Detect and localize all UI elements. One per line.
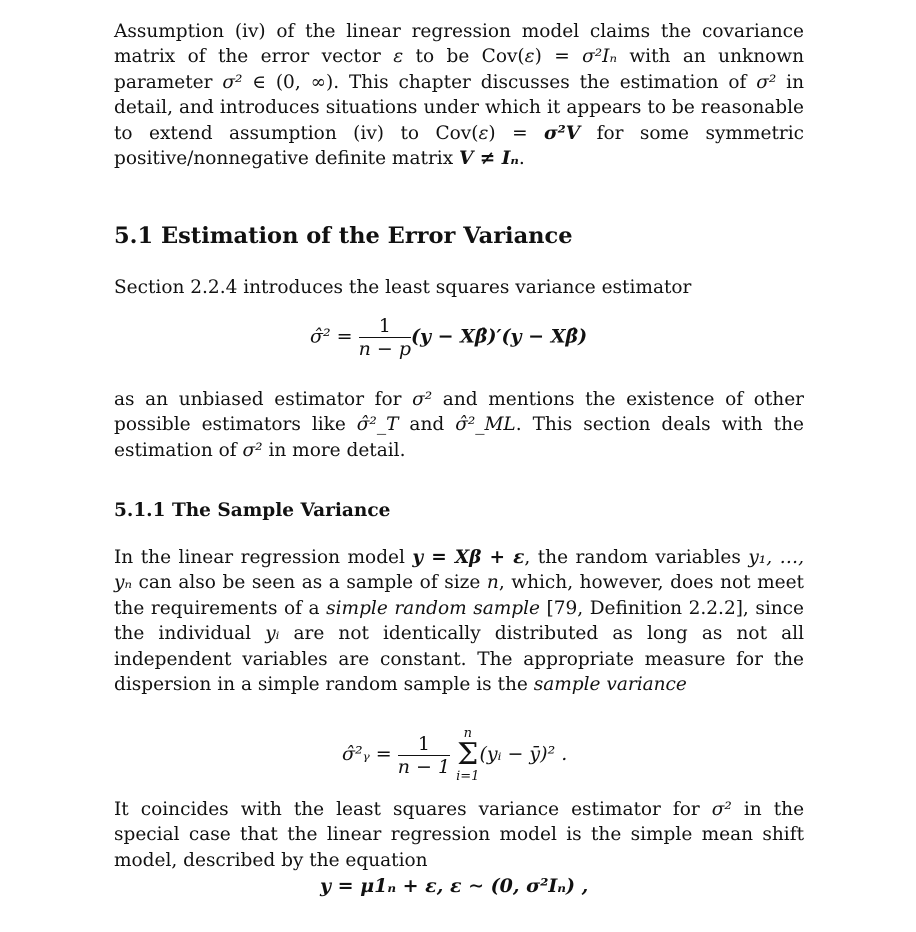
eq2-summation: n Σ i=1 [456,726,480,784]
equation-sample-variance [342,727,642,799]
subsection-paragraph-1: In the linear regression model y = Xβ + ε, the random variables y₁, …, yₙ can also be seen as a sample of size n, which, however, does not meet the requirements of a simple random sample [79, Definition 2.2.2], since the individual yᵢ are not identically distributed as long as not all independent variables are constant. The appropriate measure for the dispersion in a simple random sample is the sample variance [114,547,804,696]
eq1-rhs: (y − Xβ̂)′(y − Xβ̂) [411,325,588,348]
section-paragraph-2: as an unbiased estimator for σ² and mentions the existence of other possible estimators like σ̂²_T and σ̂²_ML. This section deals with the estimation of σ² in more detail. [114,389,804,461]
subsection-heading: 5.1.1 The Sample Variance [114,500,391,521]
section-heading: 5.1 Estimation of the Error Variance [114,223,573,249]
section-paragraph-1: Section 2.2.4 introduces the least squares variance estimator [114,277,692,298]
eq1-lhs: σ̂² = [310,325,353,348]
eq2-rhs: (yᵢ − ȳ)² . [479,743,568,765]
eq2-fraction: $\frac{1}{n - 1}$ [397,732,451,778]
equation-ls-variance-estimator [310,315,710,371]
eq1-fraction: $\frac{1}{n - p}$ [358,315,411,360]
equation-mean-shift-model: y = μ1ₙ + ε, ε ∼ (0, σ²Iₙ) , [320,875,589,897]
subsection-paragraph-2: It coincides with the least squares variance estimator for σ² in the special case that the linear regression model is the simple mean shift model, described by the equation [114,799,805,871]
intro-paragraph: Assumption (iv) of the linear regression model claims the covariance matrix of the error vector ε to be Cov(ε) = σ²Iₙ with an unknown parameter σ² ∈ (0, ∞). This chapter discusses the estimation of σ² in detail, and introduces situations under which it appears to be reasonable to extend assumption (iv) to Cov(ε) = σ²V for some symmetric positive/nonnegative definite matrix V ≠ Iₙ. [114,21,805,170]
eq2-lhs: σ̂²ᵧ = [342,743,392,765]
